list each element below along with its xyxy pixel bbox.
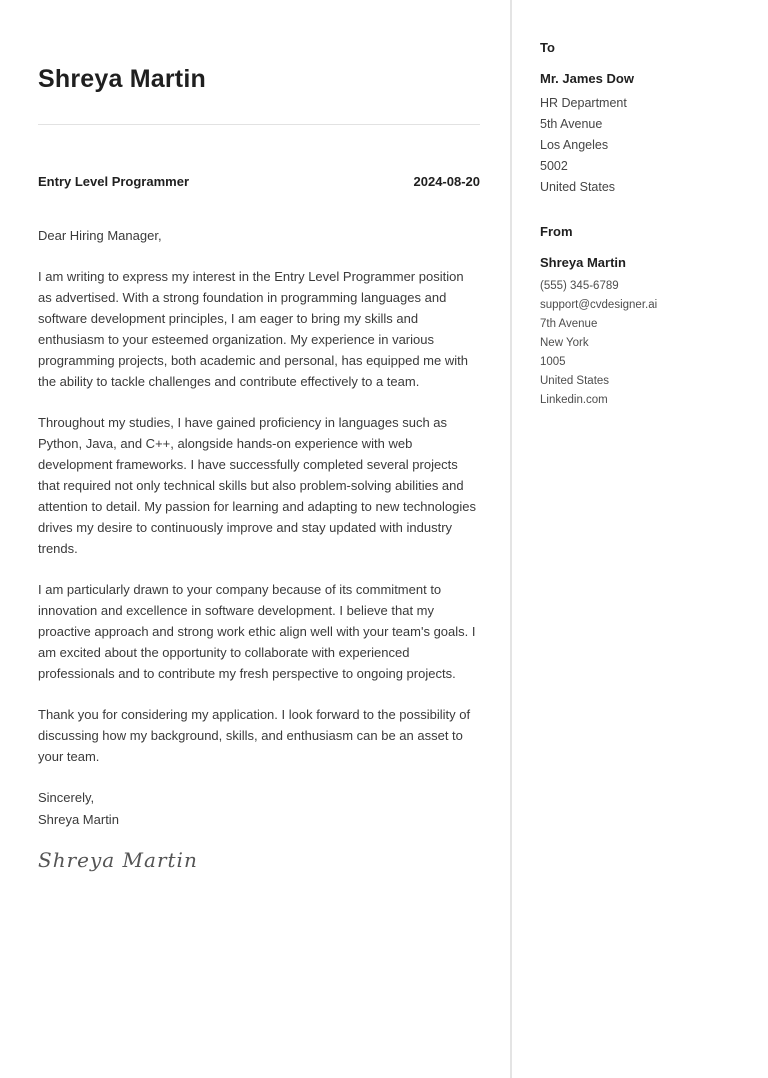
closing-salutation: Sincerely, <box>38 790 95 805</box>
to-label: To <box>540 40 555 55</box>
contact-sidebar <box>540 40 750 410</box>
recipient-line: United States <box>540 180 616 194</box>
sender-linkedin: Linkedin.com <box>540 394 608 406</box>
column-divider <box>510 0 512 1078</box>
from-label: From <box>540 224 573 239</box>
recipient-line: 5th Avenue <box>540 117 603 131</box>
sender-line: New York <box>540 337 589 349</box>
sender-email: support@cvdesigner.ai <box>540 299 658 311</box>
closing-name: Shreya Martin <box>38 812 119 827</box>
header-divider <box>38 124 480 125</box>
recipient-name: Mr. James Dow <box>540 71 634 86</box>
body-paragraph: Thank you for considering my application. I look forward to the possibility of discussing how my background, skills, and enthusiasm can be an asset to your team. <box>38 707 471 764</box>
recipient-line: Los Angeles <box>540 138 609 152</box>
sender-line: 7th Avenue <box>540 318 598 330</box>
letter-body-column <box>38 0 480 872</box>
closing-block <box>38 787 480 831</box>
sender-line: United States <box>540 375 610 387</box>
sender-name-heading: Shreya Martin <box>38 65 206 93</box>
job-title: Entry Level Programmer <box>38 174 190 189</box>
recipient-section <box>540 40 750 198</box>
recipient-line: 5002 <box>540 159 568 173</box>
body-paragraph: Throughout my studies, I have gained proficiency in languages such as Python, Java, and C++, alongside hands-on experience with web development frameworks. I have successfully completed several projects that required not only technical skills but also problem-solving abilities and attention to detail. My passion for learning and adapting to new technologies drives my desire to continuously improve and stay updated with industry trends. <box>38 415 476 556</box>
letter-date: 2024-08-20 <box>413 174 480 189</box>
letter-body <box>38 225 480 767</box>
body-paragraph: I am writing to express my interest in the Entry Level Programmer position as advertised. With a strong foundation in programming languages and software development principles, I am eager to bring my skills and enthusiasm to your esteemed organization. My experience in various programming projects, both academic and personal, has equipped me with the ability to tackle challenges and contribute effectively to a team. <box>38 269 468 389</box>
recipient-line: HR Department <box>540 96 627 110</box>
sender-phone: (555) 345-6789 <box>540 280 619 292</box>
sender-line: 1005 <box>540 356 566 368</box>
greeting: Dear Hiring Manager, <box>38 228 162 243</box>
subject-row <box>38 174 480 189</box>
sender-section <box>540 224 750 410</box>
signature: Shreya Martin <box>38 848 198 872</box>
sender-name: Shreya Martin <box>540 255 626 270</box>
body-paragraph: I am particularly drawn to your company because of its commitment to innovation and excellence in software development. I believe that my proactive approach and strong work ethic align well with your team's goals. I am excited about the opportunity to collaborate with experienced professionals and to contribute my fresh perspective to ongoing projects. <box>38 582 476 681</box>
